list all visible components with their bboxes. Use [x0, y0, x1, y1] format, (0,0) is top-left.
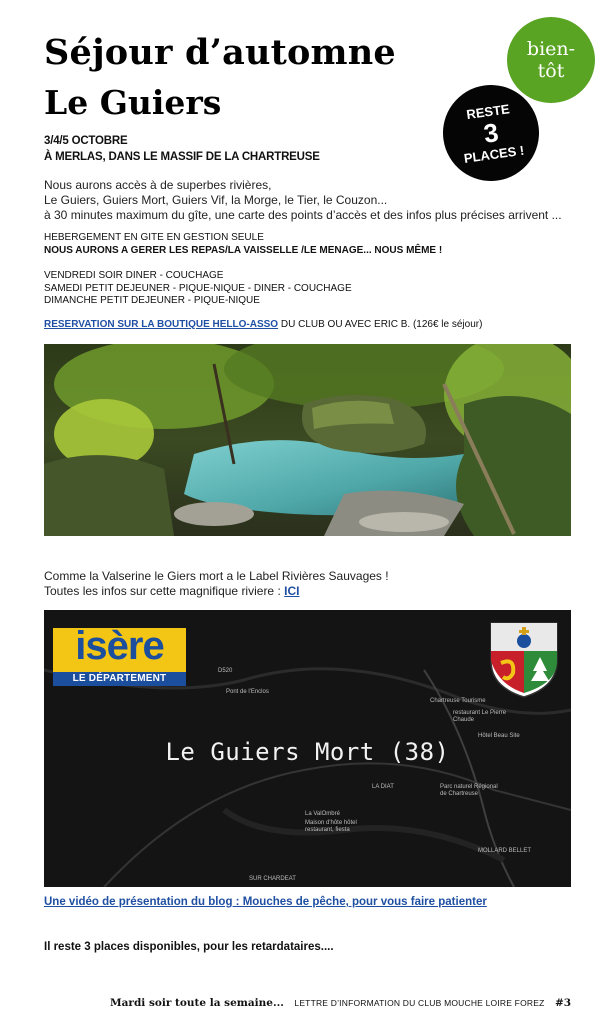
- program-item: SAMEDI PETIT DEJEUNER - PIQUE-NIQUE - DINER - COUCHAGE: [44, 282, 352, 294]
- program-item: VENDREDI SOIR DINER - COUCHAGE: [44, 270, 224, 281]
- location-line: À MERLAS, DANS LE MASSIF DE LA CHARTREUSE: [44, 151, 320, 163]
- info-line: [44, 584, 389, 599]
- map-label: Pont de l'Enclos: [226, 689, 269, 695]
- video-title: Le Guiers Mort (38): [165, 738, 450, 766]
- info-prefix: Toutes les infos sur cette magnifique riviere :: [44, 584, 285, 598]
- page-title: Séjour d’automne: [44, 32, 396, 73]
- label-sentence: Comme la Valserine le Giers mort a le Label Rivières Sauvages !: [44, 569, 389, 583]
- map-label: Chartreuse Tourisme: [430, 698, 486, 704]
- remaining-places-text: Il reste 3 places disponibles, pour les retardataires....: [44, 941, 334, 953]
- isere-logo-dept: LE DÉPARTEMENT: [53, 672, 186, 686]
- reservation-line: [44, 319, 482, 330]
- map-label: restaurant Le Pierre Chaude: [453, 710, 507, 723]
- isere-logo-word: isère: [75, 624, 164, 668]
- places-badge-count: 3: [481, 117, 501, 149]
- soon-badge-line2: tôt: [537, 60, 565, 82]
- footer-tagline: Mardi soir toute la semaine...: [110, 997, 284, 1009]
- info-link[interactable]: ICI: [284, 584, 300, 598]
- map-label: Hôtel Beau Site: [478, 733, 520, 739]
- footer-issue-number: #3: [554, 997, 572, 1009]
- map-label: LA DIAT: [372, 784, 394, 790]
- footer-newsletter-name: LETTRE D’INFORMATION DU CLUB MOUCHE LOIRE FOREZ: [294, 998, 545, 1008]
- footer: [110, 993, 571, 1011]
- reservation-link[interactable]: RESERVATION SUR LA BOUTIQUE HELLO-ASSO: [44, 319, 279, 330]
- soon-badge-line1: bien-: [526, 38, 576, 60]
- coat-of-arms-icon: [489, 621, 559, 699]
- page-subtitle: Le Guiers: [44, 83, 222, 122]
- map-label: SUR CHARDEAT: [249, 876, 296, 882]
- reservation-details: DU CLUB OU AVEC ERIC B. (126€ le séjour): [278, 319, 483, 330]
- program-item: DIMANCHE PETIT DEJEUNER - PIQUE-NIQUE: [44, 295, 260, 306]
- map-label: MOLLARD BELLET: [478, 848, 532, 854]
- event-dates: [44, 133, 320, 165]
- intro-line: à 30 minutes maximum du gîte, une carte des points d’accès et des infos plus précises arrivent ...: [44, 208, 562, 222]
- places-badge-line3: PLACES !: [462, 142, 526, 166]
- lodging-duties: NOUS AURONS A GERER LES REPAS/LA VAISSELLE /LE MENAGE... NOUS MÊME !: [44, 244, 443, 256]
- river-label-info: [44, 569, 389, 599]
- isere-logo: [53, 624, 186, 686]
- video-presentation-link[interactable]: Une vidéo de présentation du blog : Mouches de pêche, pour vous faire patienter: [44, 896, 487, 908]
- intro-line: Nous aurons accès à de superbes rivières,: [44, 178, 272, 192]
- map-label: Parc naturel Régional de Chartreuse: [440, 784, 498, 797]
- soon-badge: [507, 17, 595, 103]
- map-label: La ValOmbré: [305, 811, 340, 817]
- places-badge-line1: RESTE: [465, 101, 511, 123]
- river-photo: [44, 344, 571, 536]
- intro-paragraph: [44, 178, 562, 223]
- intro-line: Le Guiers, Guiers Mort, Guiers Vif, la Morge, le Tier, le Couzon...: [44, 193, 388, 207]
- map-label: Maison d'hôte hôtel restaurant, fiesta: [305, 820, 357, 833]
- program-list: [44, 270, 352, 308]
- lodging-info: [44, 232, 442, 257]
- map-label: D520: [218, 668, 233, 674]
- video-link-line: [44, 896, 487, 908]
- lodging-line: HEBERGEMENT EN GITE EN GESTION SEULE: [44, 232, 264, 243]
- dates-line: 3/4/5 OCTOBRE: [44, 135, 128, 147]
